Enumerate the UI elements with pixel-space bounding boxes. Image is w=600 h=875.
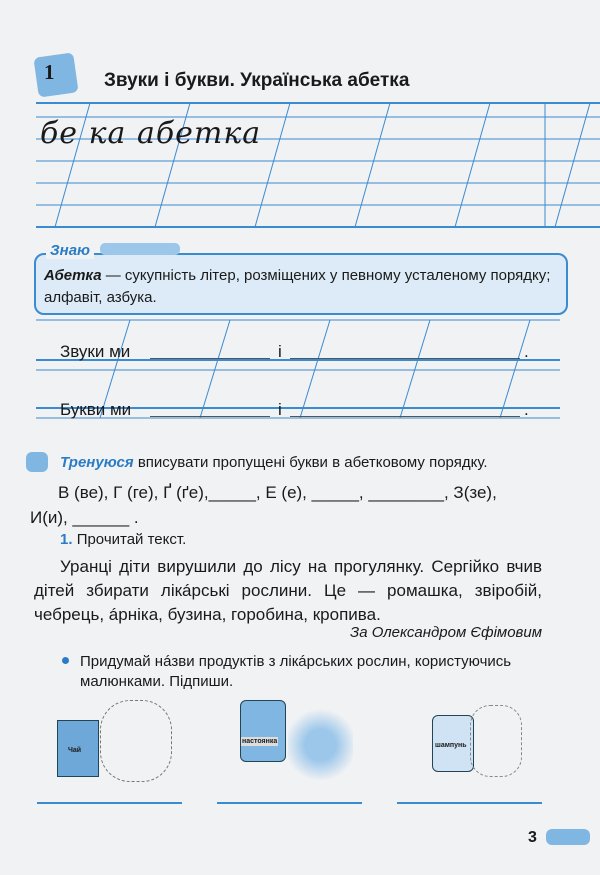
practice-instruction: вписувати пропущені букви в абетковому порядку. bbox=[137, 454, 488, 471]
task1-instruction bbox=[60, 531, 186, 548]
tincture-bottle-picture bbox=[240, 700, 286, 762]
bullet-icon bbox=[62, 657, 69, 664]
page-title: Звуки і букви. Українська абетка bbox=[104, 70, 410, 91]
tincture-label: настоянка bbox=[242, 738, 278, 745]
puzzle-pieces-icon bbox=[546, 829, 590, 845]
cursive-sample: бе ка абетка bbox=[40, 116, 262, 151]
letters-label: Букви ми bbox=[60, 400, 132, 419]
sounds-label: Звуки ми bbox=[60, 342, 131, 361]
letters-blank-2[interactable] bbox=[290, 416, 520, 417]
answer-line-2[interactable] bbox=[217, 802, 362, 804]
letters-blank-1[interactable] bbox=[150, 416, 270, 417]
definition-text: — сукупність літер, розміщених у певному усталеному порядку; алфавіт, азбука. bbox=[44, 267, 551, 306]
sounds-blank-2[interactable] bbox=[290, 358, 520, 359]
know-label: Знаю bbox=[46, 242, 94, 259]
practice-heading bbox=[60, 454, 488, 471]
author: За Олександром Єфімовим bbox=[349, 624, 542, 641]
rowan-picture bbox=[288, 705, 353, 785]
answer-line-1[interactable] bbox=[37, 802, 182, 804]
shampoo-label: шампунь bbox=[435, 742, 467, 749]
answer-line-3[interactable] bbox=[397, 802, 542, 804]
shampoo-bottle-picture bbox=[432, 715, 474, 772]
letters-conj: і bbox=[278, 400, 282, 419]
bullet-task: Придумай нáзви продуктів з лікáрських рослин, користуючись малюнками. Підпиши. bbox=[80, 653, 512, 690]
alphabet-line-2: И(и), ______ . bbox=[30, 508, 139, 527]
practice-label: Тренуюся bbox=[60, 454, 134, 471]
letters-end: . bbox=[524, 400, 529, 419]
tea-box-picture bbox=[57, 720, 99, 777]
task-instruction-text: Прочитай текст. bbox=[76, 531, 187, 548]
lesson-number: 1 bbox=[44, 60, 55, 84]
sounds-conj: і bbox=[278, 342, 282, 361]
task-number: 1. bbox=[60, 531, 73, 548]
chamomile-picture bbox=[100, 700, 172, 782]
tea-label: Чай bbox=[68, 747, 82, 754]
alphabet-line-1: В (ве), Г (ге), Ґ (ґе),_____, Е (е), _____, ________, З(зе), bbox=[58, 483, 497, 502]
term: Абетка bbox=[44, 267, 102, 284]
sounds-blank-1[interactable] bbox=[150, 358, 270, 359]
puzzle-pieces-icon bbox=[100, 243, 180, 255]
definition bbox=[44, 265, 559, 309]
sounds-end: . bbox=[524, 342, 529, 361]
page-number: 3 bbox=[528, 829, 537, 846]
reading-text: Уранці діти вирушили до лісу на прогулянку. Сергійко вчив дітей збирати лікáрські рослини. Це — ромашка, звіробій, чебрець, áрніка, бузина, горобина, кропива. bbox=[34, 557, 542, 624]
puzzle-icon bbox=[26, 452, 48, 472]
nettle-picture bbox=[470, 705, 522, 777]
puzzle-icon bbox=[33, 52, 78, 97]
